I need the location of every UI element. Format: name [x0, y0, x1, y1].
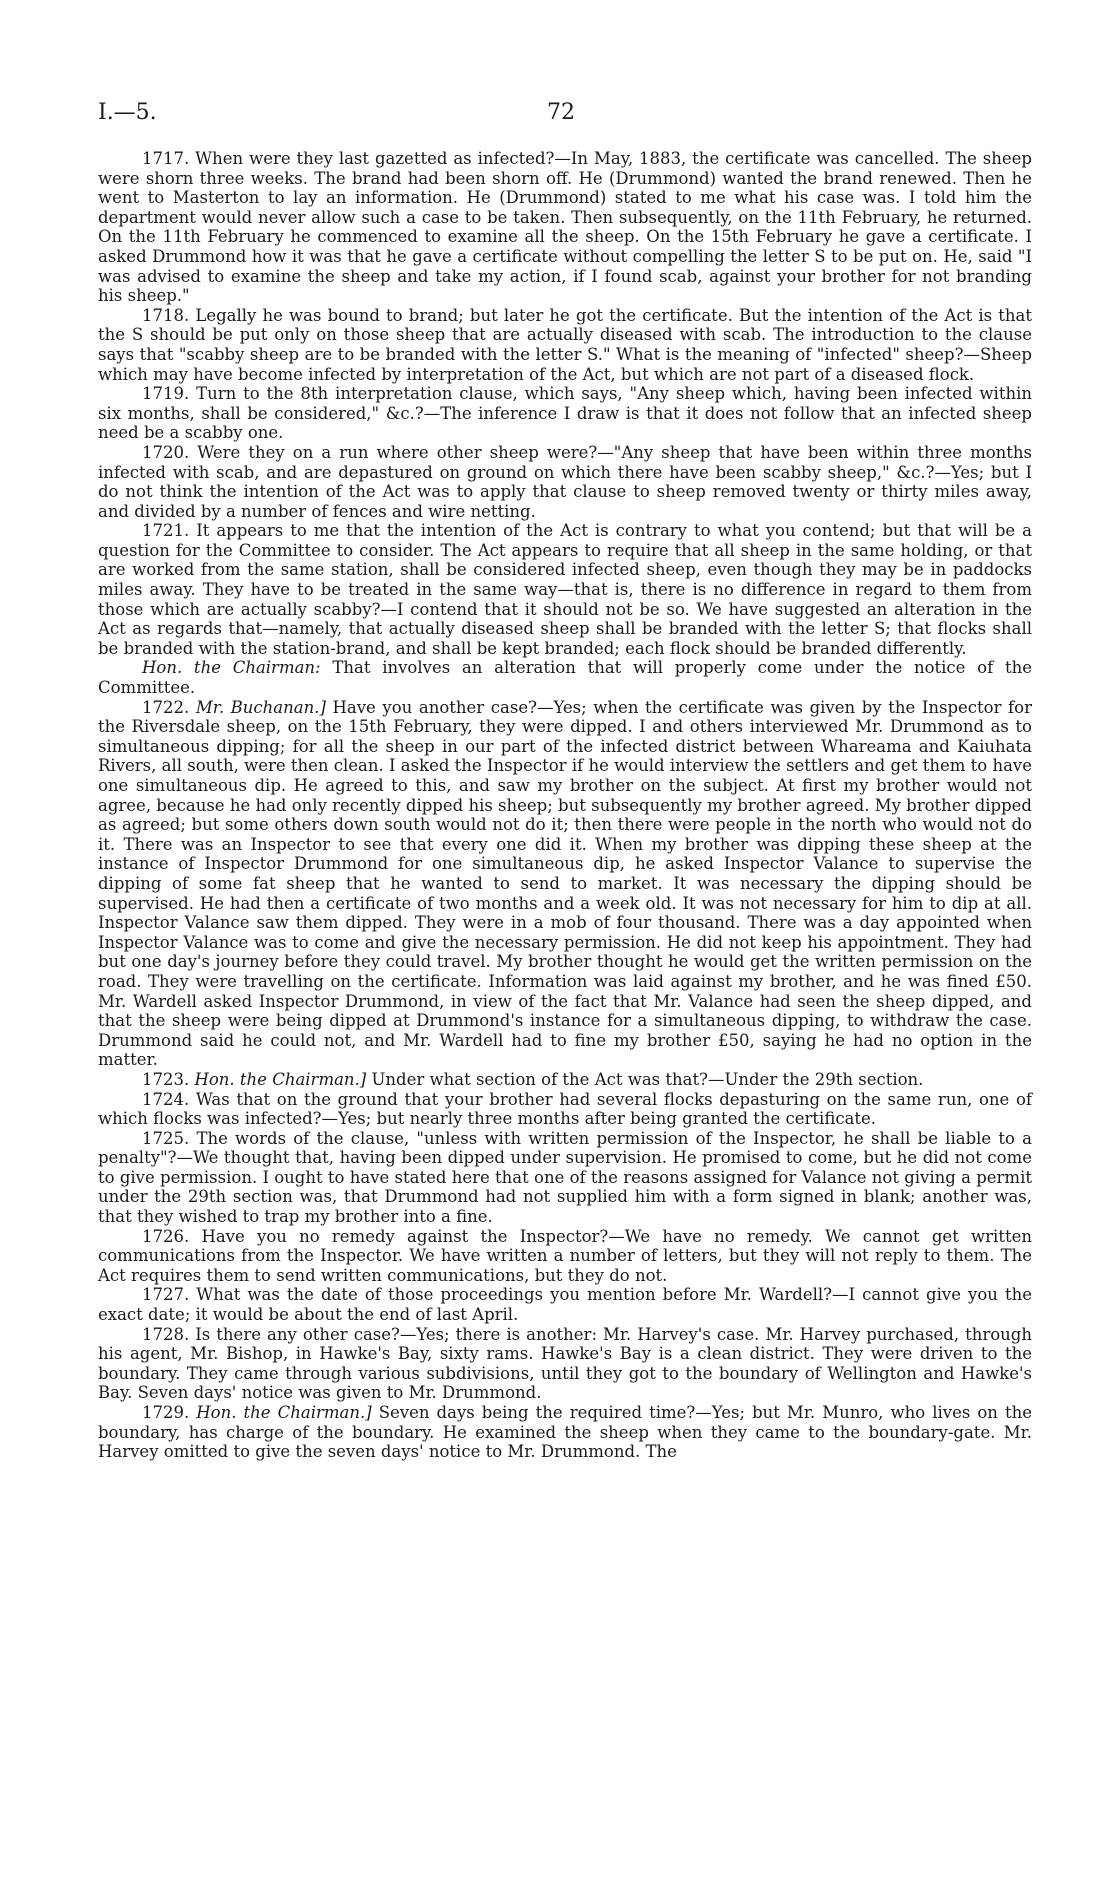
paragraph-1725: 1725. The words of the clause, "unless with written permission of the Inspector, he shall be liable to a penalty"?—We thought that, having been dipped under supervision. He promised to come, but he did not come to give permission. I ought to have stated here that one of the reasons assigned for Valance not giving a permit under the 29th section was, that Drummond had not supplied him with a form signed in blank; another was, that they wished to trap my brother into a fine. [98, 1128, 1032, 1227]
page-reference: I.—5. [98, 100, 157, 125]
document-body [98, 149, 1032, 1462]
paragraph-1720: 1720. Were they on a run where other sheep were?—"Any sheep that have been within three months infected with scab, and are depastured on ground on which there have been scabby sheep," &c.?—Yes; but I do not think the intention of the Act was to apply that clause to sheep removed twenty or thirty miles away, and divided by a number of fences and wire netting. [98, 442, 1032, 521]
paragraph-1718: 1718. Legally he was bound to brand; but later he got the certificate. But the intention of the Act is that the S should be put only on those sheep that are actually diseased with scab. The introduction to the clause says that "scabby sheep are to be branded with the letter S." What is the meaning of "infected" sheep?—Sheep which may have become infected by interpretation of the Act, but which are not part of a diseased flock. [98, 305, 1032, 384]
paragraph-1724: 1724. Was that on the ground that your brother had several flocks depasturing on the same run, one of which flocks was infected?—Yes; but nearly three months after being granted the certificate. [98, 1089, 1032, 1129]
paragraph-chairman-remark: Hon. the Chairman: That involves an alteration that will properly come under the notice of the Committee. [98, 658, 1032, 698]
paragraph-1721: 1721. It appears to me that the intention of the Act is contrary to what you contend; but that will be a question for the Committee to consider. The Act appears to require that all sheep in the same holding, or that are worked from the same station, shall be considered infected sheep, even though they may be in paddocks miles away. They have to be treated in the same way—that is, there is no difference in regard to them from those which are actually scabby?—I contend that it should not be so. We have suggested an alteration in the Act as regards that—namely, that actually diseased sheep shall be branded with the letter S; that flocks shall be branded with the station-brand, and shall be kept branded; each flock should be branded differently. [98, 521, 1032, 658]
paragraph-1727: 1727. What was the date of those proceedings you mention before Mr. Wardell?—I cannot give you the exact date; it would be about the end of last April. [98, 1285, 1032, 1325]
paragraph-1719: 1719. Turn to the 8th interpretation clause, which says, "Any sheep which, having been infected within six months, shall be considered," &c.?—The inference I draw is that it does not follow that an infected sheep need be a scabby one. [98, 384, 1032, 443]
paragraph-1723: 1723. Hon. the Chairman.] Under what section of the Act was that?—Under the 29th section. [142, 1069, 924, 1089]
speaker-label: Hon. the Chairman: [142, 658, 321, 678]
paragraph-1726: 1726. Have you no remedy against the Inspector?—We have no remedy. We cannot get written communications from the Inspector. We have written a number of letters, but they will not reply to them. The Act requires them to send written communications, but they do not. [98, 1226, 1032, 1285]
page-number: 72 [547, 100, 575, 125]
page-header [98, 100, 1004, 134]
paragraph-1729: 1729. Hon. the Chairman.] Seven days being the required time?—Yes; but Mr. Munro, who lives on the boundary, has charge of the boundary. He examined the sheep when they came to the boundary-gate. Mr. Harvey omitted to give the seven days' notice to Mr. Drummond. The [98, 1403, 1032, 1462]
speaker-label: Hon. the Chairman.] [196, 1403, 372, 1422]
paragraph-1728: 1728. Is there any other case?—Yes; there is another: Mr. Harvey's case. Mr. Harvey purchased, through his agent, Mr. Bishop, in Hawke's Bay, sixty rams. Hawke's Bay is a clean district. They were driven to the boundary. They came through various subdivisions, until they got to the boundary of Wellington and Hawke's Bay. Seven days' notice was given to Mr. Drummond. [98, 1324, 1032, 1403]
paragraph-1722: 1722. Mr. Buchanan.] Have you another case?—Yes; when the certificate was given by the Inspector for the Riversdale sheep, on the 15th February, they were dipped. I and others interviewed Mr. Drummond as to simultaneous dipping; for all the sheep in our part of the infected district between Whareama and Kaiuhata Rivers, all south, were then clean. I asked the Inspector if he would interview the settlers and get them to have one simultaneous dip. He agreed to this, and saw my brother on the subject. At first my brother would not agree, because he had only recently dipped his sheep; but subsequently my brother agreed. My brother dipped as agreed; but some others down south would not do it; then there were people in the north who would not do it. There was an Inspector to see that every one did it. When my brother was dipping these sheep at the instance of Inspector Drummond for one simultaneous dip, he asked Inspector Valance to supervise the dipping of some fat sheep that he wanted to send to market. It was necessary the dipping should be supervised. He had then a certificate of two months and a week old. It was not necessary for him to dip at all. Inspector Valance saw them dipped. They were in a mob of four thousand. There was a day appointed when Inspector Valance was to come and give the necessary permission. He did not keep his appointment. They had but one day's journey before they could travel. My brother thought he would get the written permission on the road. They were travelling on the certificate. Information was laid against my brother, and he was fined £50. Mr. Wardell asked Inspector Drummond, in view of the fact that Mr. Valance had seen the sheep dipped, and that the sheep were being dipped at Drummond's instance for a simultaneous dipping, to withdraw the case. Drummond said he could not, and Mr. Wardell had to fine my brother £50, saying he had no option in the matter. [98, 697, 1032, 1070]
speaker-label: Hon. the Chairman.] [194, 1069, 367, 1089]
paragraph-1717: 1717. When were they last gazetted as infected?—In May, 1883, the certificate was cancelled. The sheep were shorn three weeks. The brand had been shorn off. He (Drummond) wanted the brand renewed. Then he went to Masterton to lay an information. He (Drummond) stated to me what his case was. I told him the department would never allow such a case to be taken. Then subsequently, on the 11th February, he returned. On the 11th February he commenced to examine all the sheep. On the 15th February he gave a certificate. I asked Drummond how it was that he gave a certificate without compelling the letter S to be put on. He, said "I was advised to examine the sheep and take my action, if I found scab, against your brother for not branding his sheep." [98, 149, 1032, 306]
speaker-label: Mr. Buchanan.] [195, 697, 326, 717]
